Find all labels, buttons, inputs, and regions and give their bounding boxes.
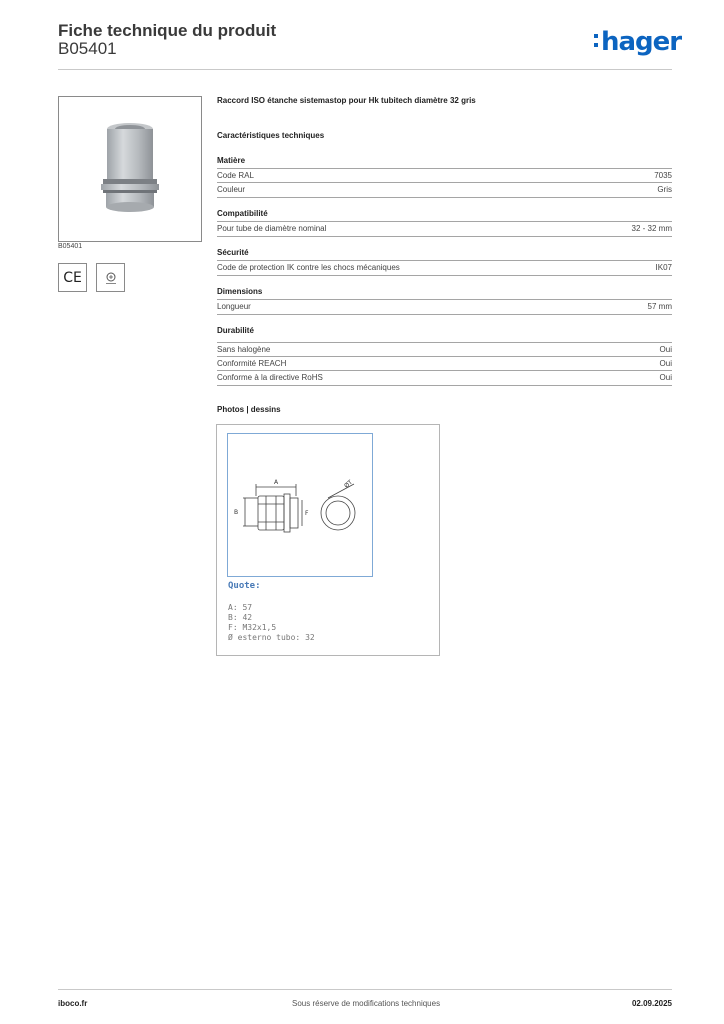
section-securite: Sécurité: [217, 248, 249, 257]
spec-row: Code de protection IK contre les chocs mécaniques IK07: [217, 260, 672, 276]
spec-row: Sans halogène Oui: [217, 342, 672, 357]
ce-mark: CE: [58, 263, 87, 292]
certification-icon: [96, 263, 125, 292]
quote-line: Ø esterno tubo: 32: [228, 633, 315, 642]
brand-logo-dots: [594, 34, 599, 52]
photos-title: Photos | dessins: [217, 405, 281, 414]
brand-logo: hager: [601, 27, 682, 57]
footer-divider: [58, 989, 672, 990]
footer-site: iboco.fr: [58, 999, 88, 1008]
spec-row: Pour tube de diamètre nominal 32 - 32 mm: [217, 221, 672, 237]
section-dimensions: Dimensions: [217, 287, 263, 296]
quote-line: B: 42: [228, 613, 253, 622]
fitting-image: [59, 97, 201, 241]
quote-label: Quote:: [228, 581, 261, 591]
spec-row: Longueur 57 mm: [217, 299, 672, 315]
spec-row: Code RAL 7035: [217, 168, 672, 183]
quote-line: A: 57: [228, 603, 253, 612]
product-ref: B05401: [58, 243, 83, 250]
product-description: Raccord ISO étanche sistemastop pour Hk tubitech diamètre 32 gris: [217, 96, 476, 105]
product-photo: [58, 96, 202, 242]
specs-title: Caractéristiques techniques: [217, 131, 325, 140]
spec-row: Conforme à la directive RoHS Oui: [217, 370, 672, 386]
spec-row: Conformité REACH Oui: [217, 356, 672, 371]
page-title: Fiche technique du produit: [58, 21, 277, 40]
footer-date: 02.09.2025: [631, 999, 672, 1008]
quote-line: F: M32x1,5: [228, 623, 277, 632]
dim-label-dt: ØT: [343, 478, 354, 490]
dim-label-b: B: [234, 509, 239, 516]
header-divider: [58, 69, 672, 70]
technical-drawing: [227, 433, 373, 577]
section-durabilite: Durabilité: [217, 326, 254, 335]
product-code: B05401: [58, 39, 117, 58]
dim-label-f: F: [305, 510, 309, 517]
footer-note: Sous réserve de modifications techniques: [292, 999, 441, 1008]
spec-row: Couleur Gris: [217, 182, 672, 198]
dim-label-a: A: [274, 479, 279, 486]
section-compatibilite: Compatibilité: [217, 209, 268, 218]
section-matiere: Matière: [217, 156, 246, 165]
